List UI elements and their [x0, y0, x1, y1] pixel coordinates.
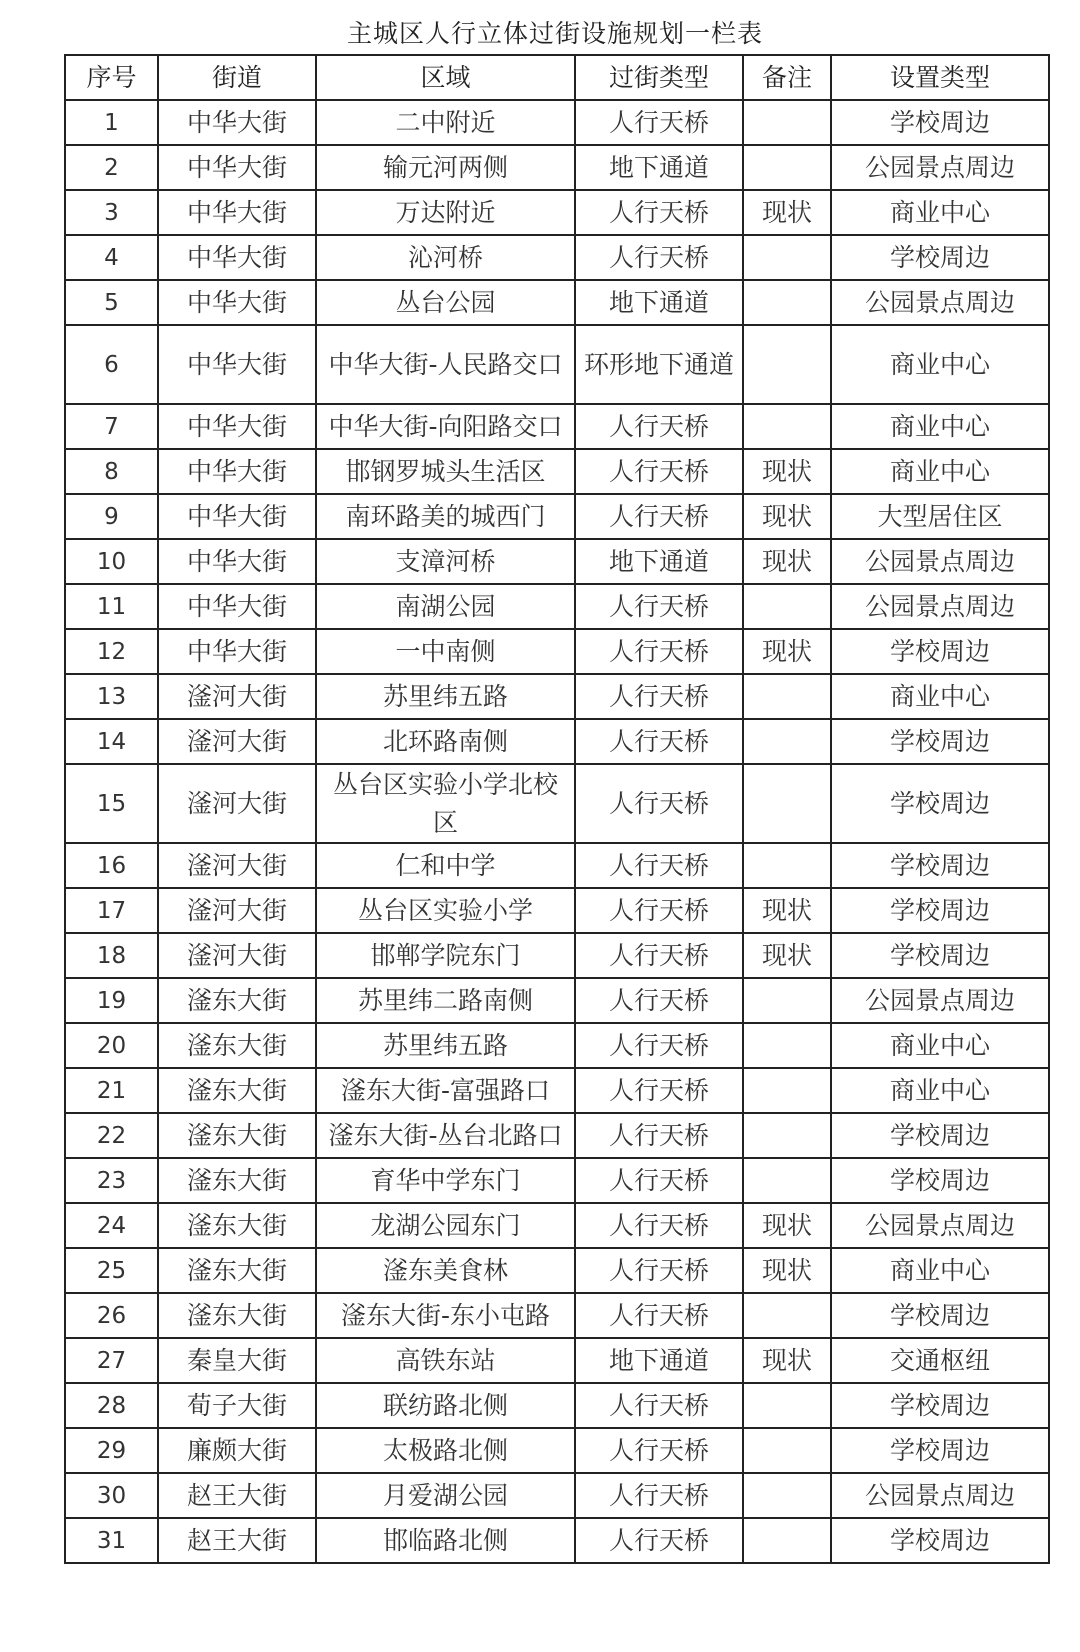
- cell-street: 滏东大街: [158, 1293, 316, 1338]
- cell-no: 17: [65, 888, 158, 933]
- cell-area: 南环路美的城西门: [316, 494, 575, 539]
- cell-setting-type: 商业中心: [831, 1023, 1049, 1068]
- cell-no: 6: [65, 325, 158, 404]
- table-row: [65, 1473, 1049, 1518]
- cell-setting-type: 公园景点周边: [831, 280, 1049, 325]
- cell-street: 滏河大街: [158, 674, 316, 719]
- cell-setting-type: 公园景点周边: [831, 978, 1049, 1023]
- cell-street: 中华大街: [158, 629, 316, 674]
- cell-no: 16: [65, 843, 158, 888]
- cell-area: 支漳河桥: [316, 539, 575, 584]
- header-note: 备注: [743, 55, 831, 100]
- table-header-row: [65, 55, 1049, 100]
- header-street: 街道: [158, 55, 316, 100]
- cell-street: 荀子大街: [158, 1383, 316, 1428]
- cell-note: [743, 1158, 831, 1203]
- cell-area: 月爱湖公园: [316, 1473, 575, 1518]
- cell-crossing-type: 地下通道: [575, 539, 743, 584]
- cell-crossing-type: 人行天桥: [575, 1158, 743, 1203]
- cell-no: 21: [65, 1068, 158, 1113]
- cell-note: 现状: [743, 494, 831, 539]
- cell-note: 现状: [743, 1248, 831, 1293]
- cell-note: [743, 843, 831, 888]
- cell-area: 苏里纬五路: [316, 674, 575, 719]
- cell-area: 南湖公园: [316, 584, 575, 629]
- cell-area: 育华中学东门: [316, 1158, 575, 1203]
- cell-crossing-type: 人行天桥: [575, 404, 743, 449]
- cell-crossing-type: 人行天桥: [575, 1113, 743, 1158]
- cell-no: 24: [65, 1203, 158, 1248]
- cell-street: 中华大街: [158, 404, 316, 449]
- cell-crossing-type: 人行天桥: [575, 888, 743, 933]
- cell-no: 23: [65, 1158, 158, 1203]
- cell-street: 滏东大街: [158, 1068, 316, 1113]
- cell-note: 现状: [743, 1203, 831, 1248]
- cell-crossing-type: 人行天桥: [575, 978, 743, 1023]
- table-row: [65, 145, 1049, 190]
- cell-area: 苏里纬五路: [316, 1023, 575, 1068]
- table-row: [65, 1428, 1049, 1473]
- cell-note: [743, 325, 831, 404]
- table-row: [65, 674, 1049, 719]
- cell-no: 26: [65, 1293, 158, 1338]
- cell-crossing-type: 人行天桥: [575, 235, 743, 280]
- cell-setting-type: 学校周边: [831, 235, 1049, 280]
- cell-setting-type: 学校周边: [831, 888, 1049, 933]
- table-row: [65, 325, 1049, 404]
- cell-setting-type: 学校周边: [831, 1293, 1049, 1338]
- cell-note: [743, 1023, 831, 1068]
- cell-note: [743, 978, 831, 1023]
- cell-street: 廉颇大街: [158, 1428, 316, 1473]
- cell-crossing-type: 地下通道: [575, 145, 743, 190]
- cell-note: 现状: [743, 933, 831, 978]
- cell-crossing-type: 人行天桥: [575, 584, 743, 629]
- table-row: [65, 190, 1049, 235]
- table-row: [65, 978, 1049, 1023]
- table-row: [65, 235, 1049, 280]
- table-row: [65, 1338, 1049, 1383]
- cell-setting-type: 公园景点周边: [831, 539, 1049, 584]
- cell-crossing-type: 地下通道: [575, 280, 743, 325]
- cell-setting-type: 大型居住区: [831, 494, 1049, 539]
- cell-note: [743, 1428, 831, 1473]
- table-body: [65, 100, 1049, 1563]
- cell-street: 中华大街: [158, 325, 316, 404]
- cell-note: [743, 145, 831, 190]
- cell-street: 滏东大街: [158, 1248, 316, 1293]
- cell-crossing-type: 人行天桥: [575, 1383, 743, 1428]
- cell-note: 现状: [743, 888, 831, 933]
- cell-setting-type: 学校周边: [831, 933, 1049, 978]
- cell-no: 14: [65, 719, 158, 764]
- cell-no: 8: [65, 449, 158, 494]
- cell-crossing-type: 地下通道: [575, 1338, 743, 1383]
- cell-street: 滏东大街: [158, 1158, 316, 1203]
- cell-street: 中华大街: [158, 190, 316, 235]
- cell-no: 5: [65, 280, 158, 325]
- cell-no: 25: [65, 1248, 158, 1293]
- cell-street: 滏东大街: [158, 978, 316, 1023]
- cell-no: 2: [65, 145, 158, 190]
- cell-setting-type: 商业中心: [831, 1068, 1049, 1113]
- cell-crossing-type: 人行天桥: [575, 1428, 743, 1473]
- cell-street: 滏东大街: [158, 1023, 316, 1068]
- cell-crossing-type: 人行天桥: [575, 1518, 743, 1563]
- cell-no: 3: [65, 190, 158, 235]
- cell-crossing-type: 人行天桥: [575, 674, 743, 719]
- header-setting-type: 设置类型: [831, 55, 1049, 100]
- cell-crossing-type: 人行天桥: [575, 1248, 743, 1293]
- cell-street: 秦皇大街: [158, 1338, 316, 1383]
- cell-setting-type: 学校周边: [831, 1383, 1049, 1428]
- cell-no: 10: [65, 539, 158, 584]
- cell-note: 现状: [743, 1338, 831, 1383]
- cell-setting-type: 学校周边: [831, 1113, 1049, 1158]
- cell-area: 滏东大街-东小屯路: [316, 1293, 575, 1338]
- cell-note: [743, 674, 831, 719]
- cell-note: [743, 280, 831, 325]
- cell-setting-type: 商业中心: [831, 190, 1049, 235]
- cell-area: 邯临路北侧: [316, 1518, 575, 1563]
- table-row: [65, 449, 1049, 494]
- table-row: [65, 1248, 1049, 1293]
- cell-street: 滏河大街: [158, 933, 316, 978]
- cell-setting-type: 学校周边: [831, 843, 1049, 888]
- cell-no: 27: [65, 1338, 158, 1383]
- cell-setting-type: 商业中心: [831, 674, 1049, 719]
- cell-area: 输元河两侧: [316, 145, 575, 190]
- facility-plan-table: [64, 54, 1050, 1564]
- cell-street: 赵王大街: [158, 1473, 316, 1518]
- cell-no: 13: [65, 674, 158, 719]
- table-row: [65, 539, 1049, 584]
- cell-no: 22: [65, 1113, 158, 1158]
- cell-area: 滏东大街-富强路口: [316, 1068, 575, 1113]
- table-row: [65, 1203, 1049, 1248]
- table-row: [65, 843, 1049, 888]
- cell-setting-type: 学校周边: [831, 1158, 1049, 1203]
- cell-street: 滏河大街: [158, 888, 316, 933]
- cell-street: 中华大街: [158, 280, 316, 325]
- cell-setting-type: 商业中心: [831, 404, 1049, 449]
- cell-setting-type: 学校周边: [831, 719, 1049, 764]
- cell-area: 高铁东站: [316, 1338, 575, 1383]
- table-row: [65, 1068, 1049, 1113]
- cell-note: [743, 1518, 831, 1563]
- cell-crossing-type: 人行天桥: [575, 190, 743, 235]
- cell-crossing-type: 人行天桥: [575, 629, 743, 674]
- cell-setting-type: 公园景点周边: [831, 1473, 1049, 1518]
- cell-area: 仁和中学: [316, 843, 575, 888]
- cell-note: [743, 100, 831, 145]
- cell-no: 18: [65, 933, 158, 978]
- cell-area: 滏东美食林: [316, 1248, 575, 1293]
- cell-crossing-type: 人行天桥: [575, 1473, 743, 1518]
- cell-street: 滏东大街: [158, 1113, 316, 1158]
- cell-crossing-type: 人行天桥: [575, 764, 743, 843]
- cell-area: 二中附近: [316, 100, 575, 145]
- table-row: [65, 933, 1049, 978]
- cell-area: 太极路北侧: [316, 1428, 575, 1473]
- cell-note: [743, 404, 831, 449]
- cell-street: 中华大街: [158, 235, 316, 280]
- cell-crossing-type: 人行天桥: [575, 933, 743, 978]
- table-row: [65, 404, 1049, 449]
- cell-note: [743, 764, 831, 843]
- cell-area: 中华大街-向阳路交口: [316, 404, 575, 449]
- cell-setting-type: 商业中心: [831, 1248, 1049, 1293]
- cell-crossing-type: 人行天桥: [575, 843, 743, 888]
- table-row: [65, 1383, 1049, 1428]
- table-row: [65, 100, 1049, 145]
- cell-crossing-type: 人行天桥: [575, 1203, 743, 1248]
- cell-area: 龙湖公园东门: [316, 1203, 575, 1248]
- cell-setting-type: 公园景点周边: [831, 1203, 1049, 1248]
- cell-note: 现状: [743, 449, 831, 494]
- cell-street: 赵王大街: [158, 1518, 316, 1563]
- cell-street: 中华大街: [158, 449, 316, 494]
- cell-street: 滏东大街: [158, 1203, 316, 1248]
- table-row: [65, 1293, 1049, 1338]
- cell-area: 邯钢罗城头生活区: [316, 449, 575, 494]
- cell-area: 中华大街-人民路交口: [316, 325, 575, 404]
- cell-area: 丛台区实验小学北校区: [316, 764, 575, 843]
- table-row: [65, 888, 1049, 933]
- cell-note: [743, 1293, 831, 1338]
- cell-setting-type: 学校周边: [831, 1518, 1049, 1563]
- cell-no: 7: [65, 404, 158, 449]
- cell-no: 29: [65, 1428, 158, 1473]
- cell-street: 中华大街: [158, 145, 316, 190]
- cell-area: 北环路南侧: [316, 719, 575, 764]
- cell-note: [743, 235, 831, 280]
- cell-setting-type: 学校周边: [831, 100, 1049, 145]
- header-area: 区域: [316, 55, 575, 100]
- cell-street: 滏河大街: [158, 764, 316, 843]
- cell-crossing-type: 人行天桥: [575, 1293, 743, 1338]
- table-row: [65, 494, 1049, 539]
- cell-setting-type: 交通枢纽: [831, 1338, 1049, 1383]
- cell-area: 苏里纬二路南侧: [316, 978, 575, 1023]
- cell-note: 现状: [743, 190, 831, 235]
- cell-note: [743, 719, 831, 764]
- cell-area: 一中南侧: [316, 629, 575, 674]
- cell-setting-type: 学校周边: [831, 1428, 1049, 1473]
- table-row: [65, 1158, 1049, 1203]
- cell-area: 联纺路北侧: [316, 1383, 575, 1428]
- header-no: 序号: [65, 55, 158, 100]
- cell-crossing-type: 环形地下通道: [575, 325, 743, 404]
- cell-area: 沁河桥: [316, 235, 575, 280]
- cell-street: 滏河大街: [158, 843, 316, 888]
- cell-note: [743, 584, 831, 629]
- cell-note: [743, 1068, 831, 1113]
- cell-no: 20: [65, 1023, 158, 1068]
- table-row: [65, 629, 1049, 674]
- cell-no: 31: [65, 1518, 158, 1563]
- cell-street: 中华大街: [158, 539, 316, 584]
- cell-area: 丛台区实验小学: [316, 888, 575, 933]
- cell-no: 30: [65, 1473, 158, 1518]
- cell-setting-type: 学校周边: [831, 764, 1049, 843]
- cell-no: 11: [65, 584, 158, 629]
- table-row: [65, 1518, 1049, 1563]
- cell-street: 滏河大街: [158, 719, 316, 764]
- table-row: [65, 764, 1049, 843]
- cell-crossing-type: 人行天桥: [575, 494, 743, 539]
- cell-no: 12: [65, 629, 158, 674]
- cell-area: 邯郸学院东门: [316, 933, 575, 978]
- table-title: 主城区人行立体过街设施规划一栏表: [346, 19, 763, 48]
- cell-setting-type: 商业中心: [831, 325, 1049, 404]
- header-crossing-type: 过街类型: [575, 55, 743, 100]
- cell-crossing-type: 人行天桥: [575, 1023, 743, 1068]
- cell-no: 19: [65, 978, 158, 1023]
- cell-crossing-type: 人行天桥: [575, 1068, 743, 1113]
- cell-street: 中华大街: [158, 584, 316, 629]
- table-row: [65, 719, 1049, 764]
- cell-setting-type: 学校周边: [831, 629, 1049, 674]
- table-row: [65, 1113, 1049, 1158]
- cell-note: 现状: [743, 539, 831, 584]
- cell-setting-type: 公园景点周边: [831, 584, 1049, 629]
- cell-area: 万达附近: [316, 190, 575, 235]
- cell-area: 丛台公园: [316, 280, 575, 325]
- cell-street: 中华大街: [158, 100, 316, 145]
- cell-note: [743, 1113, 831, 1158]
- cell-no: 1: [65, 100, 158, 145]
- cell-setting-type: 商业中心: [831, 449, 1049, 494]
- cell-crossing-type: 人行天桥: [575, 449, 743, 494]
- cell-street: 中华大街: [158, 494, 316, 539]
- table-row: [65, 1023, 1049, 1068]
- cell-note: [743, 1383, 831, 1428]
- cell-crossing-type: 人行天桥: [575, 719, 743, 764]
- cell-area: 滏东大街-丛台北路口: [316, 1113, 575, 1158]
- cell-no: 9: [65, 494, 158, 539]
- cell-note: [743, 1473, 831, 1518]
- cell-setting-type: 公园景点周边: [831, 145, 1049, 190]
- table-row: [65, 584, 1049, 629]
- cell-no: 4: [65, 235, 158, 280]
- table-row: [65, 280, 1049, 325]
- cell-no: 28: [65, 1383, 158, 1428]
- cell-crossing-type: 人行天桥: [575, 100, 743, 145]
- cell-no: 15: [65, 764, 158, 843]
- cell-note: 现状: [743, 629, 831, 674]
